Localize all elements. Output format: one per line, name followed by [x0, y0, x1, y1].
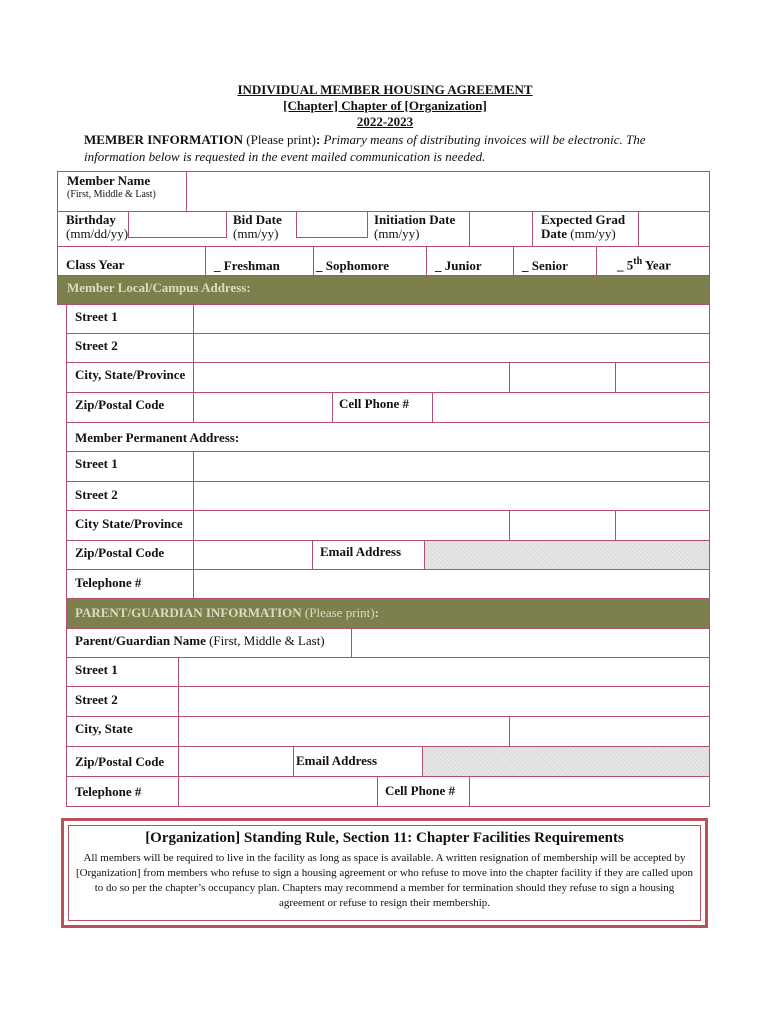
permanent-address-section: Member Permanent Address: — [66, 422, 710, 452]
birthday-input[interactable] — [128, 211, 227, 238]
birthday-label: Birthday — [66, 212, 116, 227]
local-street1-row: Street 1 — [66, 304, 710, 334]
member-info-text: Primary means of distributing invoices will be electronic. The information below is requested in the event mailed communication is needed. — [84, 132, 646, 164]
local-zip-input[interactable] — [193, 392, 333, 423]
guardian-section: PARENT/GUARDIAN INFORMATION (Please print): — [66, 598, 710, 629]
member-name-label-cell: Member Name (First, Middle & Last) — [57, 171, 187, 212]
local-address-section: Member Local/Campus Address: — [57, 275, 710, 305]
perm-zip-input[interactable] — [193, 540, 313, 570]
local-zip-row: Zip/Postal Code — [66, 392, 710, 423]
guardian-name-row: Parent/Guardian Name (First, Middle & Last) — [66, 628, 710, 658]
perm-email-label: Email Address — [320, 544, 402, 559]
grad-date-input[interactable] — [638, 211, 710, 247]
perm-state-input[interactable] — [509, 510, 616, 541]
guardian-state-input[interactable] — [509, 716, 710, 747]
member-info-label: MEMBER INFORMATION — [84, 132, 244, 147]
guardian-city-input[interactable] — [178, 716, 510, 747]
guardian-email-input[interactable] — [422, 746, 710, 777]
class-option-freshman[interactable]: _ Freshman — [205, 246, 314, 276]
print-note: (Please print) — [246, 132, 316, 147]
guardian-cell-label: Cell Phone # — [385, 783, 456, 798]
standing-rule-text: All members will be required to live in the facility as long as space is available. A written resignation of membership will be accepted by [Organization] from members who refuse to sign a housing agreement or who refuse to move into the chapter facility if they are called upon to do so per the chapter’s occupancy plan. Chapters may recommend a member for termination should they refuse to sign a housing agreement or refuse to resign their membership. — [75, 852, 694, 909]
local-street2-input[interactable] — [193, 333, 710, 363]
class-option-senior[interactable]: _ Senior — [513, 246, 597, 276]
guardian-street1-input[interactable] — [178, 657, 710, 687]
class-option-fifth-year[interactable]: _ 5th Year — [596, 246, 710, 276]
perm-street1-row: Street 1 — [66, 451, 710, 482]
document-subtitle: [Chapter] Chapter of [Organization] — [283, 98, 487, 113]
initiation-date-input[interactable] — [469, 211, 533, 247]
guardian-telephone-input[interactable] — [178, 776, 378, 807]
perm-telephone-row: Telephone # — [66, 569, 710, 599]
perm-city-row: City State/Province — [66, 510, 710, 541]
class-year-label: Class Year — [66, 257, 125, 272]
guardian-city-row: City, State — [66, 716, 710, 747]
guardian-email-label: Email Address — [296, 753, 378, 768]
document-title: INDIVIDUAL MEMBER HOUSING AGREEMENT — [237, 82, 533, 97]
guardian-telephone-row: Telephone # — [66, 776, 710, 807]
perm-telephone-input[interactable] — [193, 569, 710, 599]
local-state-input[interactable] — [509, 362, 616, 393]
perm-street1-input[interactable] — [193, 451, 710, 482]
member-information-note: MEMBER INFORMATION (Please print): Primary means of distributing invoices will be electronic. The information below is requested in the event mailed communication is needed. — [84, 132, 646, 164]
guardian-street1-row: Street 1 — [66, 657, 710, 687]
standing-rule-box — [61, 818, 708, 928]
standing-rule-title: [Organization] Standing Rule, Section 11: Chapter Facilities Requirements — [145, 830, 624, 846]
class-option-junior[interactable]: _ Junior — [426, 246, 514, 276]
perm-email-input[interactable] — [424, 540, 710, 570]
local-street2-row: Street 2 — [66, 333, 710, 363]
guardian-name-input[interactable] — [351, 628, 710, 658]
perm-city-input[interactable] — [193, 510, 510, 541]
guardian-cell-input[interactable] — [469, 776, 710, 807]
document-year: 2022-2023 — [356, 114, 414, 129]
guardian-zip-row: Zip/Postal Code — [66, 746, 710, 777]
local-city-input[interactable] — [193, 362, 510, 393]
local-cell-input[interactable] — [432, 392, 710, 423]
bid-date-input[interactable] — [296, 211, 368, 238]
local-city-row: City, State/Province — [66, 362, 710, 393]
local-street1-input[interactable] — [193, 304, 710, 334]
local-cell-label: Cell Phone # — [339, 396, 410, 411]
perm-street2-row: Street 2 — [66, 481, 710, 511]
perm-street2-input[interactable] — [193, 481, 710, 511]
guardian-street2-row: Street 2 — [66, 686, 710, 717]
member-name-input[interactable] — [186, 171, 710, 212]
guardian-street2-input[interactable] — [178, 686, 710, 717]
perm-zip-row: Zip/Postal Code — [66, 540, 710, 570]
class-option-sophomore[interactable]: _ Sophomore — [313, 246, 427, 276]
guardian-zip-input[interactable] — [178, 746, 294, 777]
